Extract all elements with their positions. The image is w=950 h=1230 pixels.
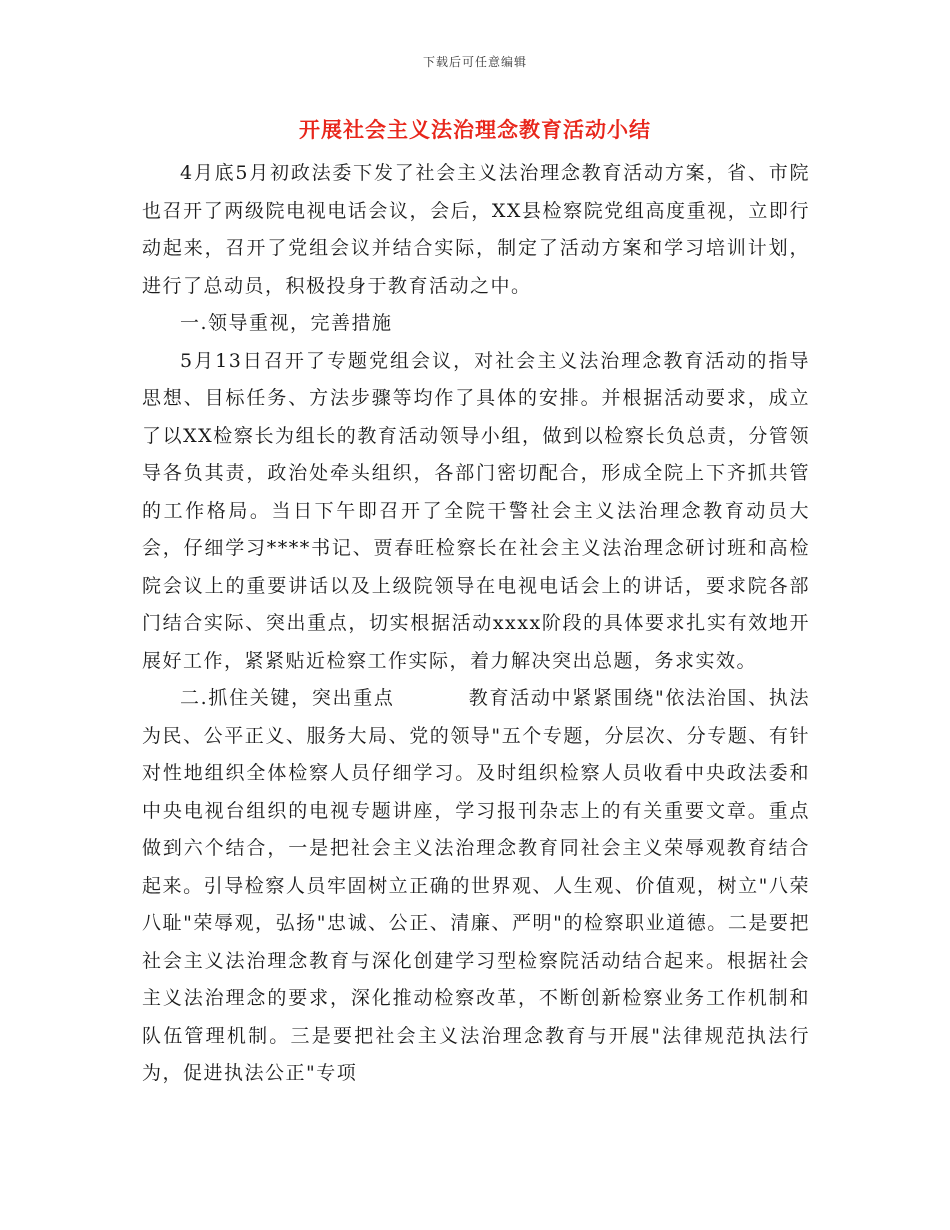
section-heading-2: 二.抓住关键，突出重点 [180, 687, 395, 709]
paragraph-section-2 [142, 680, 810, 1093]
section-2-body: 教育活动中紧紧围绕"依法治国、执法为民、公平正义、服务大局、党的领导"五个专题，分层次、分专题、有针对性地组织全体检察人员仔细学习。及时组织检察人员收看中央政法委和中央电视台组织的电视专题讲座，学习报刊杂志上的有关重要文章。重点做到六个结合，一是把社会主义法治理念教育同社会主义荣辱观教育结合起来。引导检察人员牢固树立正确的世界观、人生观、价值观，树立"八荣八耻"荣辱观，弘扬"忠诚、公正、清廉、严明"的检察职业道德。二是要把社会主义法治理念教育与深化创建学习型检察院活动结合起来。根据社会主义法治理念的要求，深化推动检察改革，不断创新检察业务工作机制和队伍管理机制。三是要把社会主义法治理念教育与开展"法律规范执法行为，促进执法公正"专项 [142, 687, 810, 1084]
document-title: 开展社会主义法治理念教育活动小结 [299, 117, 651, 142]
section-heading-1: 一.领导重视，完善措施 [180, 312, 393, 334]
page-header: 下载后可任意编辑 [422, 55, 527, 69]
paragraph-section-1: 5月13日召开了专题党组会议，对社会主义法治理念教育活动的指导思想、目标任务、方法步骤等均作了具体的安排。并根据活动要求，成立了以XX检察长为组长的教育活动领导小组，做到以检察长负总责，分管领导各负其责，政治处牵头组织，各部门密切配合，形成全院上下齐抓共管的工作格局。当日下午即召开了全院干警社会主义法治理念教育动员大会，仔细学习****书记、贾春旺检察长在社会主义法治理念研讨班和高检院会议上的重要讲话以及上级院领导在电视电话会上的讲话，要求院各部门结合实际、突出重点，切实根据活动xxxx阶段的具体要求扎实有效地开展好工作，紧紧贴近检察工作实际，着力解决突出总题，务求实效。 [142, 349, 810, 672]
paragraph-intro: 4月底5月初政法委下发了社会主义法治理念教育活动方案，省、市院也召开了两级院电视电话会议，会后，XX县检察院党组高度重视，立即行动起来，召开了党组会议并结合实际，制定了活动方案和学习培训计划，进行了总动员，积极投身于教育活动之中。 [142, 162, 810, 297]
document-body [142, 155, 810, 1093]
